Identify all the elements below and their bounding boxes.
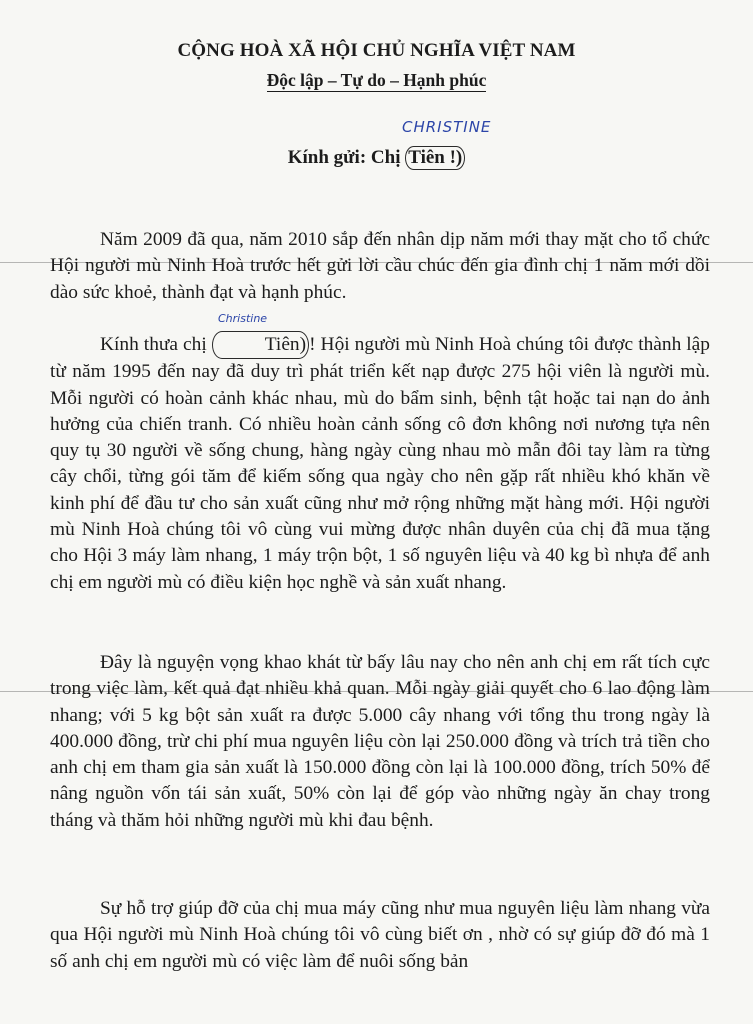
paragraph-2-text: ! Hội người mù Ninh Hoà chúng tôi được thành lập từ năm 1995 đến nay đã duy trì phát triển kết nạp được 275 hội viên là người mù. Mỗi người có hoàn cảnh khác nhau, mù do bẩm sinh, bệnh tật hoặc tai nạn do ảnh hưởng của chiến tranh. Có nhiều hoàn cảnh sống cô đơn không nơi nương tựa nên quy tụ 30 người về sống chung, hàng ngày cùng nhau mò mẫn đôi tay làm ra từng cây chổi, từng gói tăm để kiếm sống qua ngày cho nên gặp rất nhiều khó khăn về kinh phí để đầu tư cho sản xuất cũng như mở rộng những mặt hàng mới. Hội người mù Ninh Hoà chúng tôi vô cùng vui mừng được nhân duyên của chị đã mua tặng cho Hội 3 máy làm nhang, 1 máy trộn bột, 1 số nguyên liệu và 40 kg bì nhựa để anh chị em người mù có điều kiện học nghề và sản xuất nhang. [50, 334, 710, 593]
body-paragraph-3: Đây là nguyện vọng khao khát từ bấy lâu nay cho nên anh chị em rất tích cực trong việc làm, kết quả đạt nhiều khả quan. Mỗi ngày giải quyết cho 6 lao động làm nhang; với 5 kg bột sản xuất ra được 5.000 cây nhang với tổng thu trong ngày là 400.000 đồng, trừ chi phí mua nguyên liệu còn lại 250.000 đồng và trích trả tiền cho anh chị em tham gia sản xuất là 150.000 đồng còn lại là 100.000 đồng, trích 50% để nâng nguồn vốn tái sản xuất, 50% còn lại để góp vào những ngày ăn chay trong tháng và thăm hỏi những người mù khi đau bệnh. [50, 652, 710, 831]
national-motto [0, 70, 753, 91]
salutation-prefix: Kính gửi: Chị [287, 147, 401, 168]
body-paragraph-4: Sự hỗ trợ giúp đỡ của chị mua máy cũng như mua nguyên liệu làm nhang vừa qua Hội người mù Ninh Hoà chúng tôi vô cùng biết ơn , nhờ có sự giúp đỡ đó mà 1 số anh chị em người mù có việc làm để nuôi sống bản [50, 898, 710, 972]
body-paragraph-2 [50, 331, 710, 596]
body-paragraph-1: Năm 2009 đã qua, năm 2010 sắp đến nhân dịp năm mới thay mặt cho tổ chức Hội người mù Ninh Hoà trước hết gửi lời cầu chúc đến gia đình chị 1 năm mới dồi dào sức khoẻ, thành đạt và hạnh phúc. [50, 229, 710, 303]
circled-recipient-name-2: Tiên) [212, 331, 309, 359]
handwritten-name-annotation: CHRISTINE [402, 118, 492, 136]
salutation [0, 146, 753, 170]
handwritten-name-annotation-2: Christine [218, 312, 268, 325]
national-motto-text: Độc lập – Tự do – Hạnh phúc [266, 70, 487, 90]
circled-recipient-name: Tiên !) [405, 146, 465, 170]
national-title: CỘNG HOÀ XÃ HỘI CHỦ NGHĨA VIỆT NAM [177, 40, 576, 61]
paragraph-2-prefix: Kính thưa chị [100, 334, 207, 355]
